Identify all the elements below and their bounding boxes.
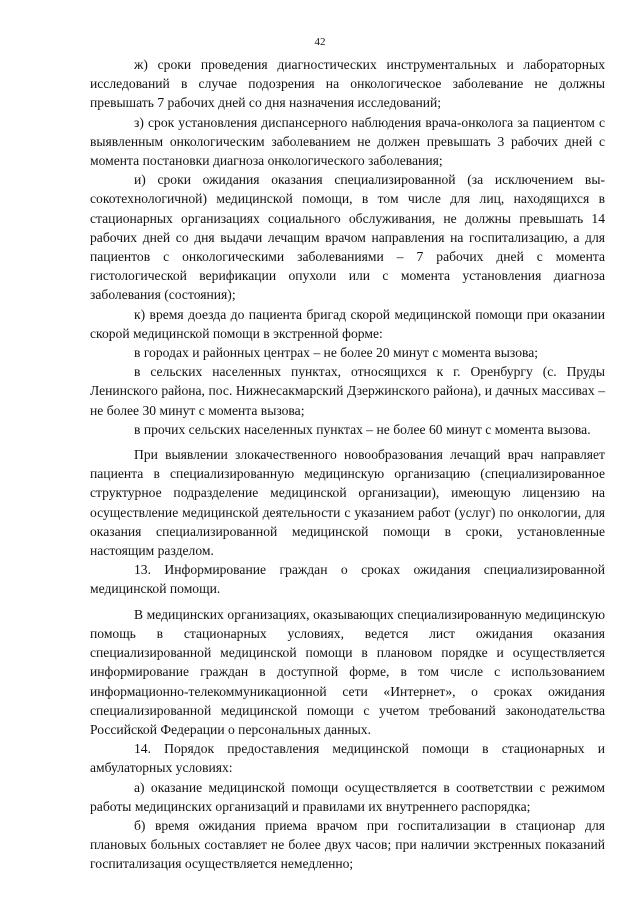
paragraph-zh: ж) сроки проведения диагностических инструментальных и лабораторных исследований в случае подозрения на онкологическое заболевание не должны превышать 7 рабочих дней со дня назначения исследований; [90,57,605,111]
paragraph-z: з) срок установления диспансерного наблюдения врача-онколога за пациентом с выявленным онкологическим заболеванием не должен превышать 3 рабочих дней с момента постановки диагноза онкологического заболевания; [90,114,605,169]
paragraph-oncology-referral: При выявлении злокачественного новообразования лечащий врач направляет пациента в специализированную медицинскую организацию (специализированное структурное подразделение медицинской организации), имеющую лицензию на осуществление медицинской деятельности с указанием работ (услуг) по онкологии, для оказания специализированной медицинской помощи в сроки, установленные настоящим разделом. [90,447,605,559]
paragraph-waiting-list: В медицинских организациях, оказывающих специализированную медицинскую помощь в стационарных условиях, ведется лист ожидания оказания специализированной медицинской помощи в плановом порядке и осуществляется информирование граждан в доступной форме, в том числе с использованием информационно-телекоммуникационной сети «Интернет», о сроках ожидания специализированной медицинской помощи с учетом требований законодательства Российской Федерации о персональных данных. [90,606,605,737]
paragraph-b: б) время ожидания приема врачом при госпитализации в стационар для плановых больных составляет не более двух часов; при наличии экстренных показаний госпитализация осуществляется немедленно; [90,817,605,872]
section-13-heading: 13. Информирование граждан о сроках ожидания специализированной медицинской помощи. [90,562,605,597]
paragraph-i: и) сроки ожидания оказания специализированной (за исключением высокотехнологичной) медицинской помощи, в том числе для лиц, находящихся в стационарных организациях социального обслуживания, не должны превышать 14 рабочих дней со дня выдачи лечащим врачом направления на госпитализацию, а для пациентов с онкологическими заболеваниями – 7 рабочих дней с момента гистологической верификации опухоли или с момента установления диагноза заболевания (состояния); [90,172,605,303]
paragraph-k-other-rural: в прочих сельских населенных пунктах – не более 60 минут с момента вызова. [134,421,591,437]
section-14-heading: 14. Порядок предоставления медицинской помощи в стационарных и амбулаторных условиях: [90,741,605,776]
page-number: 42 [314,36,326,48]
paragraph-k-cities: в городах и районных центрах – не более 20 минут с момента вызова; [134,345,539,361]
paragraph-k-rural-orenburg: в сельских населенных пунктах, относящихся к г. Оренбургу (с. Пруды Ленинского района, пос. Нижнесакмарский Дзержинского района), и дачных массивах – не более 30 минут с момента вызова; [90,364,605,418]
paragraph-k: к) время доезда до пациента бригад скорой медицинской помощи при оказании скорой медицинской помощи в экстренной форме: [90,306,605,341]
paragraph-a: а) оказание медицинской помощи осуществляется в соответствии с режимом работы медицинских организаций и правилами их внутреннего распорядка; [90,779,605,814]
document-body [90,55,605,874]
